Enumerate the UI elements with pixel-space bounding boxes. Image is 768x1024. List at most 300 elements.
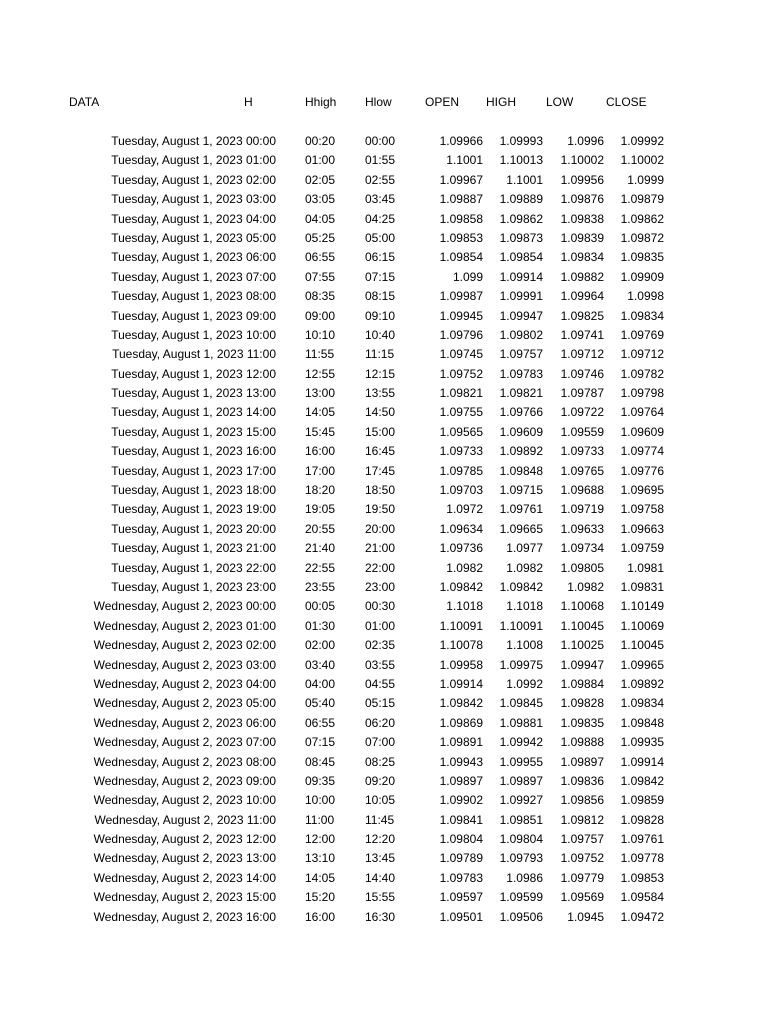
cell-hlow: 03:55 — [365, 657, 396, 672]
cell-low: 1.09633 — [560, 521, 604, 536]
cell-datetime: Tuesday, August 1, 2023 14:00 — [111, 405, 276, 420]
table-row — [0, 500, 768, 519]
cell-hhigh: 19:05 — [305, 502, 336, 517]
cell-hhigh: 20:55 — [305, 521, 336, 536]
cell-open: 1.0982 — [446, 560, 483, 575]
cell-open: 1.09755 — [439, 405, 483, 420]
cell-high: 1.09665 — [499, 521, 543, 536]
cell-low: 1.09828 — [560, 696, 604, 711]
cell-low: 1.09741 — [560, 327, 604, 342]
header-h: H — [244, 95, 253, 109]
cell-hlow: 21:00 — [365, 541, 396, 556]
cell-high: 1.09804 — [499, 832, 543, 847]
cell-hlow: 08:15 — [365, 289, 396, 304]
cell-open: 1.09945 — [439, 308, 483, 323]
cell-high: 1.09845 — [499, 696, 543, 711]
cell-hlow: 19:50 — [365, 502, 396, 517]
cell-close: 1.09695 — [620, 483, 664, 498]
table-row — [0, 849, 768, 868]
cell-datetime: Tuesday, August 1, 2023 13:00 — [111, 386, 276, 401]
cell-hlow: 18:50 — [365, 483, 396, 498]
cell-high: 1.09802 — [499, 327, 543, 342]
cell-datetime: Tuesday, August 1, 2023 00:00 — [111, 134, 276, 148]
cell-hhigh: 03:40 — [305, 657, 336, 672]
cell-high: 1.09842 — [499, 579, 543, 594]
table-row — [0, 423, 768, 442]
cell-low: 1.09838 — [560, 211, 604, 226]
cell-datetime: Tuesday, August 1, 2023 01:00 — [111, 153, 276, 168]
cell-hlow: 05:00 — [365, 230, 396, 245]
cell-open: 1.0972 — [446, 502, 483, 517]
cell-hhigh: 14:05 — [305, 405, 336, 420]
table-row — [0, 171, 768, 190]
cell-hhigh: 09:35 — [305, 773, 336, 788]
cell-open: 1.09733 — [439, 444, 483, 459]
table-row — [0, 287, 768, 306]
header-open: OPEN — [425, 95, 460, 109]
cell-hhigh: 16:00 — [305, 909, 336, 924]
cell-hlow: 14:40 — [365, 870, 396, 885]
table-row — [0, 559, 768, 578]
cell-hhigh: 11:55 — [305, 347, 335, 362]
cell-hlow: 15:00 — [365, 424, 396, 439]
cell-hlow: 13:45 — [365, 851, 396, 866]
cell-hhigh: 16:00 — [305, 444, 336, 459]
cell-high: 1.09942 — [499, 735, 543, 750]
table-row — [0, 753, 768, 772]
cell-high: 1.1008 — [506, 638, 543, 653]
cell-low: 1.10045 — [560, 618, 604, 633]
cell-high: 1.09914 — [499, 269, 543, 284]
cell-hlow: 04:55 — [365, 676, 396, 691]
cell-high: 1.0986 — [506, 870, 543, 885]
cell-hhigh: 05:25 — [305, 230, 336, 245]
table-row — [0, 365, 768, 384]
table-row — [0, 888, 768, 907]
cell-high: 1.09889 — [499, 192, 543, 207]
cell-low: 1.09856 — [560, 793, 604, 808]
cell-high: 1.1001 — [506, 172, 543, 187]
cell-hlow: 14:50 — [365, 405, 396, 420]
cell-open: 1.09804 — [439, 832, 483, 847]
cell-open: 1.09783 — [439, 870, 483, 885]
cell-hlow: 11:15 — [365, 347, 395, 362]
cell-close: 1.10045 — [620, 638, 664, 653]
cell-high: 1.09947 — [499, 308, 543, 323]
cell-hhigh: 07:15 — [305, 735, 336, 750]
cell-hhigh: 04:05 — [305, 211, 336, 226]
cell-close: 1.09584 — [620, 890, 664, 905]
cell-datetime: Wednesday, August 2, 2023 12:00 — [93, 832, 276, 847]
cell-low: 1.09839 — [560, 230, 604, 245]
table-row — [0, 772, 768, 791]
cell-low: 1.09787 — [560, 386, 604, 401]
cell-open: 1.09943 — [439, 754, 483, 769]
cell-hlow: 06:15 — [365, 250, 396, 265]
cell-low: 1.10025 — [560, 638, 604, 653]
cell-close: 1.09828 — [620, 812, 664, 827]
cell-datetime: Wednesday, August 2, 2023 11:00 — [94, 812, 276, 827]
table-row — [0, 733, 768, 752]
cell-close: 1.09778 — [620, 851, 664, 866]
cell-high: 1.09975 — [499, 657, 543, 672]
cell-high: 1.09993 — [499, 134, 543, 148]
cell-high: 1.09991 — [499, 289, 543, 304]
cell-datetime: Wednesday, August 2, 2023 00:00 — [93, 599, 276, 614]
table-row — [0, 636, 768, 655]
cell-low: 1.09836 — [560, 773, 604, 788]
cell-hhigh: 01:30 — [305, 618, 336, 633]
cell-datetime: Tuesday, August 1, 2023 18:00 — [111, 483, 276, 498]
cell-low: 1.09964 — [560, 289, 604, 304]
cell-close: 1.09853 — [620, 870, 664, 885]
cell-hhigh: 12:55 — [305, 366, 336, 381]
cell-low: 1.09956 — [560, 172, 604, 187]
cell-close: 1.09834 — [620, 308, 664, 323]
cell-low: 1.09882 — [560, 269, 604, 284]
cell-hlow: 02:35 — [365, 638, 396, 653]
cell-low: 1.09947 — [560, 657, 604, 672]
cell-open: 1.09736 — [439, 541, 483, 556]
cell-datetime: Tuesday, August 1, 2023 09:00 — [111, 308, 276, 323]
cell-high: 1.09873 — [499, 230, 543, 245]
cell-open: 1.09745 — [439, 347, 483, 362]
cell-low: 1.09835 — [560, 715, 604, 730]
cell-close: 1.09609 — [620, 424, 664, 439]
table-row — [0, 811, 768, 830]
cell-close: 1.09831 — [620, 579, 664, 594]
cell-hlow: 13:55 — [365, 386, 396, 401]
cell-high: 1.09955 — [499, 754, 543, 769]
table-row — [0, 539, 768, 558]
cell-datetime: Wednesday, August 2, 2023 02:00 — [93, 638, 276, 653]
cell-open: 1.09987 — [439, 289, 483, 304]
cell-high: 1.09821 — [499, 386, 543, 401]
cell-hlow: 01:00 — [365, 618, 396, 633]
cell-close: 1.09892 — [620, 676, 664, 691]
cell-hhigh: 21:40 — [305, 541, 336, 556]
cell-open: 1.1018 — [446, 599, 483, 614]
cell-hhigh: 13:10 — [305, 851, 336, 866]
cell-low: 1.09825 — [560, 308, 604, 323]
cell-close: 1.0981 — [627, 560, 664, 575]
cell-open: 1.099 — [452, 269, 483, 284]
cell-hlow: 09:10 — [365, 308, 396, 323]
cell-close: 1.09835 — [620, 250, 664, 265]
cell-hlow: 09:20 — [365, 773, 396, 788]
cell-hlow: 16:30 — [365, 909, 396, 924]
cell-datetime: Tuesday, August 1, 2023 11:00 — [112, 347, 276, 362]
cell-high: 1.09715 — [499, 483, 543, 498]
cell-close: 1.09776 — [620, 463, 664, 478]
cell-hlow: 22:00 — [365, 560, 396, 575]
cell-low: 1.10068 — [560, 599, 604, 614]
cell-datetime: Tuesday, August 1, 2023 03:00 — [111, 192, 276, 207]
table-row — [0, 675, 768, 694]
cell-open: 1.09887 — [439, 192, 483, 207]
cell-hlow: 10:40 — [365, 327, 396, 342]
header-row — [0, 93, 768, 111]
cell-open: 1.09854 — [439, 250, 483, 265]
cell-hlow: 15:55 — [365, 890, 396, 905]
cell-close: 1.10149 — [620, 599, 664, 614]
cell-hhigh: 03:05 — [305, 192, 336, 207]
cell-close: 1.09774 — [620, 444, 664, 459]
table-row — [0, 791, 768, 810]
cell-datetime: Wednesday, August 2, 2023 07:00 — [93, 735, 276, 750]
cell-low: 1.09888 — [560, 735, 604, 750]
cell-open: 1.10091 — [439, 618, 483, 633]
cell-datetime: Tuesday, August 1, 2023 06:00 — [111, 250, 276, 265]
cell-close: 1.09712 — [620, 347, 664, 362]
cell-low: 1.0996 — [567, 134, 604, 148]
cell-hhigh: 06:55 — [305, 250, 336, 265]
cell-datetime: Wednesday, August 2, 2023 15:00 — [93, 890, 276, 905]
cell-hhigh: 02:05 — [305, 172, 336, 187]
cell-high: 1.09862 — [499, 211, 543, 226]
table-row — [0, 481, 768, 500]
cell-hhigh: 09:00 — [305, 308, 336, 323]
cell-close: 1.09663 — [620, 521, 664, 536]
cell-hlow: 17:45 — [365, 463, 396, 478]
table-row — [0, 442, 768, 461]
cell-low: 1.0945 — [567, 909, 604, 924]
cell-close: 1.0998 — [627, 289, 664, 304]
cell-datetime: Wednesday, August 2, 2023 08:00 — [93, 754, 276, 769]
table-row — [0, 229, 768, 248]
cell-close: 1.09769 — [620, 327, 664, 342]
cell-close: 1.09909 — [620, 269, 664, 284]
cell-hlow: 05:15 — [365, 696, 396, 711]
cell-low: 1.09876 — [560, 192, 604, 207]
table-row — [0, 617, 768, 636]
cell-low: 1.09559 — [560, 424, 604, 439]
cell-hhigh: 13:00 — [305, 386, 336, 401]
cell-high: 1.09599 — [499, 890, 543, 905]
cell-low: 1.09805 — [560, 560, 604, 575]
table-row — [0, 210, 768, 229]
cell-open: 1.09796 — [439, 327, 483, 342]
cell-open: 1.10078 — [439, 638, 483, 653]
cell-open: 1.09966 — [439, 134, 483, 148]
cell-hlow: 16:45 — [365, 444, 396, 459]
cell-low: 1.09752 — [560, 851, 604, 866]
cell-datetime: Wednesday, August 2, 2023 03:00 — [93, 657, 276, 672]
cell-close: 1.09935 — [620, 735, 664, 750]
cell-hhigh: 02:00 — [305, 638, 336, 653]
cell-close: 1.09848 — [620, 715, 664, 730]
cell-datetime: Wednesday, August 2, 2023 04:00 — [93, 676, 276, 691]
cell-datetime: Tuesday, August 1, 2023 15:00 — [111, 424, 276, 439]
cell-datetime: Tuesday, August 1, 2023 17:00 — [111, 463, 276, 478]
cell-hlow: 12:20 — [365, 832, 396, 847]
cell-datetime: Tuesday, August 1, 2023 02:00 — [111, 172, 276, 187]
table-row — [0, 462, 768, 481]
cell-close: 1.09764 — [620, 405, 664, 420]
cell-hhigh: 14:05 — [305, 870, 336, 885]
table-row — [0, 694, 768, 713]
cell-open: 1.09841 — [439, 812, 483, 827]
cell-datetime: Tuesday, August 1, 2023 07:00 — [111, 269, 276, 284]
table-row — [0, 248, 768, 267]
cell-high: 1.0992 — [506, 676, 543, 691]
table-row — [0, 132, 768, 151]
cell-open: 1.09597 — [439, 890, 483, 905]
data-rows — [0, 132, 768, 927]
cell-close: 1.09782 — [620, 366, 664, 381]
cell-hhigh: 11:00 — [305, 812, 335, 827]
table-row — [0, 578, 768, 597]
cell-hhigh: 15:45 — [305, 424, 336, 439]
header-low: LOW — [546, 95, 574, 109]
cell-datetime: Tuesday, August 1, 2023 10:00 — [111, 327, 276, 342]
cell-low: 1.09733 — [560, 444, 604, 459]
cell-close: 1.10069 — [620, 618, 664, 633]
cell-high: 1.09506 — [499, 909, 543, 924]
table-row — [0, 597, 768, 616]
cell-open: 1.09752 — [439, 366, 483, 381]
cell-open: 1.09869 — [439, 715, 483, 730]
cell-close: 1.09842 — [620, 773, 664, 788]
cell-datetime: Wednesday, August 2, 2023 06:00 — [93, 715, 276, 730]
cell-low: 1.09722 — [560, 405, 604, 420]
cell-open: 1.09785 — [439, 463, 483, 478]
cell-high: 1.1018 — [506, 599, 543, 614]
cell-datetime: Wednesday, August 2, 2023 14:00 — [93, 870, 276, 885]
table-row — [0, 190, 768, 209]
header-hhigh: Hhigh — [305, 95, 337, 109]
cell-hlow: 00:30 — [365, 599, 396, 614]
cell-hlow: 20:00 — [365, 521, 396, 536]
cell-datetime: Tuesday, August 1, 2023 05:00 — [111, 230, 276, 245]
cell-high: 1.09761 — [499, 502, 543, 517]
cell-low: 1.0982 — [567, 579, 604, 594]
cell-close: 1.09879 — [620, 192, 664, 207]
cell-close: 1.09859 — [620, 793, 664, 808]
cell-close: 1.09965 — [620, 657, 664, 672]
cell-open: 1.09897 — [439, 773, 483, 788]
cell-low: 1.09884 — [560, 676, 604, 691]
cell-hhigh: 23:55 — [305, 579, 336, 594]
cell-open: 1.09853 — [439, 230, 483, 245]
table-row — [0, 656, 768, 675]
cell-close: 1.0999 — [627, 172, 664, 187]
cell-hlow: 08:25 — [365, 754, 396, 769]
table-row — [0, 908, 768, 927]
cell-open: 1.09891 — [439, 735, 483, 750]
cell-high: 1.09927 — [499, 793, 543, 808]
cell-low: 1.09757 — [560, 832, 604, 847]
cell-low: 1.09569 — [560, 890, 604, 905]
cell-high: 1.10091 — [499, 618, 543, 633]
cell-high: 1.09793 — [499, 851, 543, 866]
cell-close: 1.09872 — [620, 230, 664, 245]
cell-hhigh: 08:45 — [305, 754, 336, 769]
cell-hhigh: 12:00 — [305, 832, 336, 847]
cell-high: 1.09897 — [499, 773, 543, 788]
cell-open: 1.09902 — [439, 793, 483, 808]
cell-close: 1.09862 — [620, 211, 664, 226]
cell-low: 1.09897 — [560, 754, 604, 769]
table-row — [0, 326, 768, 345]
cell-hhigh: 00:05 — [305, 599, 336, 614]
cell-high: 1.10013 — [499, 153, 543, 168]
cell-hlow: 06:20 — [365, 715, 396, 730]
cell-low: 1.09812 — [560, 812, 604, 827]
table-row — [0, 830, 768, 849]
cell-datetime: Tuesday, August 1, 2023 21:00 — [111, 541, 276, 556]
cell-hhigh: 15:20 — [305, 890, 336, 905]
cell-hlow: 04:25 — [365, 211, 396, 226]
cell-hhigh: 18:20 — [305, 483, 336, 498]
cell-open: 1.09967 — [439, 172, 483, 187]
table-row — [0, 345, 768, 364]
cell-hlow: 07:00 — [365, 735, 396, 750]
table-row — [0, 384, 768, 403]
header-high: HIGH — [486, 95, 516, 109]
cell-open: 1.09958 — [439, 657, 483, 672]
cell-hlow: 11:45 — [365, 812, 395, 827]
cell-datetime: Wednesday, August 2, 2023 05:00 — [93, 696, 276, 711]
cell-close: 1.09758 — [620, 502, 664, 517]
cell-hlow: 23:00 — [365, 579, 396, 594]
cell-high: 1.09766 — [499, 405, 543, 420]
cell-low: 1.09719 — [560, 502, 604, 517]
table-row — [0, 403, 768, 422]
cell-hhigh: 10:00 — [305, 793, 336, 808]
cell-hhigh: 01:00 — [305, 153, 336, 168]
cell-hlow: 07:15 — [365, 269, 396, 284]
cell-close: 1.10002 — [620, 153, 664, 168]
cell-open: 1.09789 — [439, 851, 483, 866]
cell-high: 1.09848 — [499, 463, 543, 478]
cell-hlow: 12:15 — [365, 366, 396, 381]
cell-high: 1.09851 — [499, 812, 543, 827]
cell-high: 1.0982 — [506, 560, 543, 575]
cell-datetime: Tuesday, August 1, 2023 19:00 — [111, 502, 276, 517]
header-close: CLOSE — [606, 95, 647, 109]
cell-datetime: Wednesday, August 2, 2023 13:00 — [93, 851, 276, 866]
cell-open: 1.09821 — [439, 386, 483, 401]
cell-low: 1.09712 — [560, 347, 604, 362]
cell-low: 1.09746 — [560, 366, 604, 381]
cell-high: 1.09757 — [499, 347, 543, 362]
cell-high: 1.09892 — [499, 444, 543, 459]
cell-high: 1.09854 — [499, 250, 543, 265]
cell-datetime: Wednesday, August 2, 2023 09:00 — [93, 773, 276, 788]
cell-hhigh: 17:00 — [305, 463, 336, 478]
cell-hhigh: 06:55 — [305, 715, 336, 730]
cell-hlow: 10:05 — [365, 793, 396, 808]
table-row — [0, 869, 768, 888]
cell-close: 1.09834 — [620, 696, 664, 711]
cell-low: 1.09779 — [560, 870, 604, 885]
cell-high: 1.0977 — [506, 541, 543, 556]
cell-close: 1.09472 — [620, 909, 664, 924]
cell-open: 1.09842 — [439, 579, 483, 594]
cell-datetime: Tuesday, August 1, 2023 22:00 — [111, 560, 276, 575]
cell-datetime: Wednesday, August 2, 2023 01:00 — [93, 618, 276, 633]
cell-close: 1.09759 — [620, 541, 664, 556]
cell-open: 1.09858 — [439, 211, 483, 226]
cell-hhigh: 10:10 — [305, 327, 336, 342]
cell-hhigh: 07:55 — [305, 269, 336, 284]
cell-hhigh: 00:20 — [305, 134, 336, 148]
cell-open: 1.09842 — [439, 696, 483, 711]
cell-close: 1.09761 — [620, 832, 664, 847]
cell-datetime: Tuesday, August 1, 2023 23:00 — [111, 579, 276, 594]
cell-hlow: 02:55 — [365, 172, 396, 187]
